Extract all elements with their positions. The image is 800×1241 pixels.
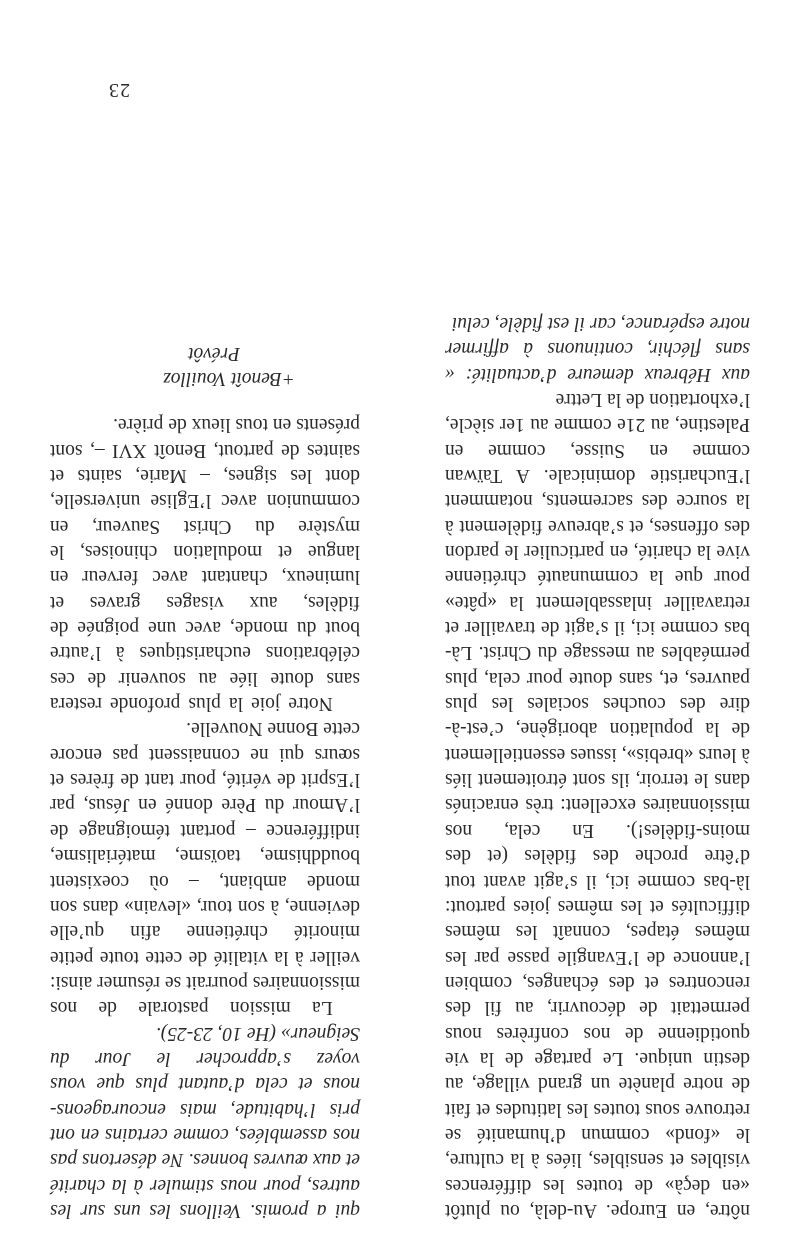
signature-name: +Benoît Vouilloz <box>163 368 295 389</box>
page-number: 23 <box>108 79 130 101</box>
left-text-column <box>445 311 750 1223</box>
body-quote-italic: qui a promis. Veillons les uns sur les autres, pour nous stimuler à la charité et aux œuvres bonnes. Ne désertons pas nos assemblées, comme certains en ont pris l’habitude, mais encourageons-nous et cela d’autant plus que vous voyez s’approcher le Jour du Seigneur» (He 10, 23-25). <box>50 1022 360 1221</box>
signature-title: Prévôt <box>188 343 240 364</box>
body-paragraph: La mission pastorale de nos missionnaires pourrait se résumer ainsi: veiller à la vitalité de cette toute petite minorité chrétienne afin qu’elle devienne, à son tour, «levain» dans son monde ambiant, – où coexistent bouddhisme, taoïsme, matérialisme, indifférence – portant témoignage de l’Amour du Père donné en Jésus, par l’Esprit de vérité, pour tant de frères et sœurs qui ne connaissent pas encore cette Bonne Nouvelle. <box>50 718 360 1019</box>
body-paragraph: Notre joie la plus profonde restera sans doute liée au souvenir de ces célébrations eucharistiques à l’autre bout du monde, avec une poignée de fidèles, aux visages graves et lumineux, chantant avec ferveur en langue et modulation chinoises, le mystère du Christ Sauveur, en communion avec l’Eglise universelle, dont les signes, – Marie, saints et saintes de partout, Benoît XVI –, sont présents en tous lieux de prière. <box>50 414 360 715</box>
body-paragraph-continuation: nôtre, en Europe. Au-delà, ou plutôt «en deçà» de toutes les différences visibles et sensibles, liées à la culture, le «fond» commun d’humanité se retrouve sous toutes les latitudes et fait de notre planète un grand village, au destin unique. Le partage de la vie quotidienne de nos confrères nous permettait de découvrir, au fil des rencontres et des échanges, combien l’annonce de l’Evangile passe par les mêmes étapes, connaît les mêmes difficultés et les mêmes joies partout: là-bas comme ici, il s’agit avant tout d’être proche des fidèles (et des moins-fidèles!). En cela, nos missionnaires excellent: très enracinés dans le terroir, ils sont étroitement liés à leurs «brebis», issues essentiellement de la population aborigène, c’est-à-dire des couches sociales les plus pauvres, et, sans doute pour cela, plus perméables au message du Christ. Là-bas comme ici, il s’agit de travailler et retravailler inlassablement la «pâte» pour que la communauté chrétienne vive la charité, en particulier le pardon des offenses, et s’abreuve fidèlement à la source des sacrements, notamment l’Eucharistie dominicale. A Taïwan comme en Suisse, comme en Palestine, au 21e comme au 1er siècle, l’exhortation de la Lettre <box>445 389 750 1221</box>
right-text-column <box>50 412 360 1223</box>
body-quote-italic: aux Hébreux demeure d’actualité: « sans fléchir, continuons à affirmer notre espérance, car il est fidèle, celui <box>445 312 750 385</box>
signature-block <box>163 341 295 391</box>
